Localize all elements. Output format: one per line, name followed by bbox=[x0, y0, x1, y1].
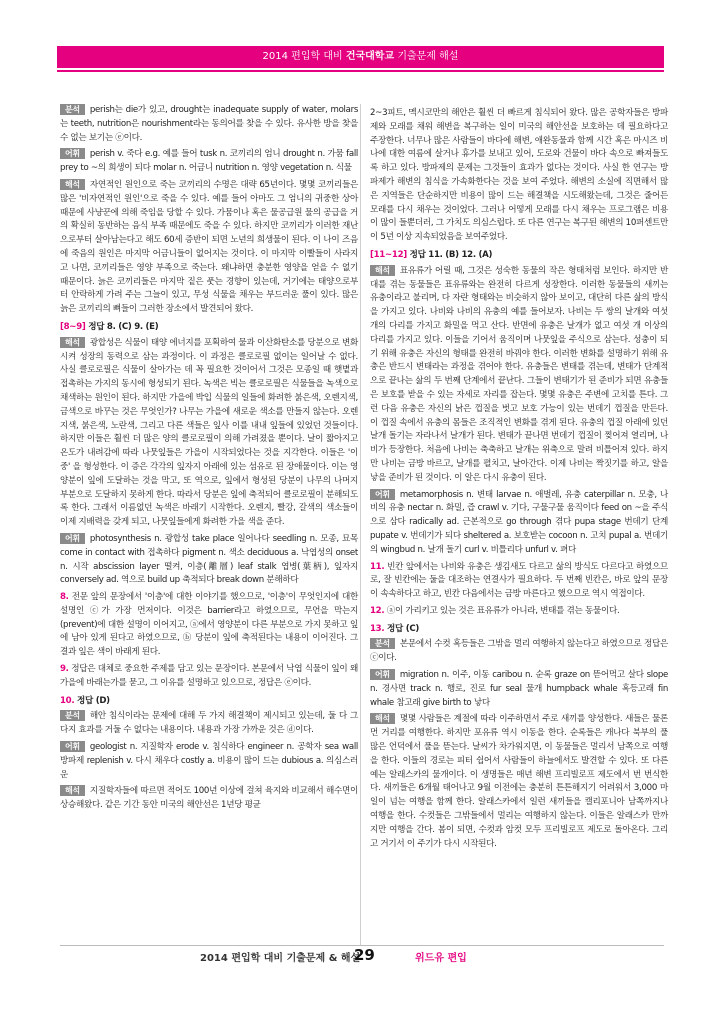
question-header bbox=[60, 695, 358, 709]
paragraph-text: migration n. 이주, 이동 caribou n. 순록 graze on 뜯어먹고 살다 slope n. 경사면 track n. 행로, 진로 fur seal 물개 humpback whale 혹등고래 fin whale 참고래 give birth to 낳다 bbox=[370, 670, 668, 708]
page-number: 29 bbox=[354, 946, 375, 964]
paragraph-text: 자연적인 원인으로 죽는 코끼리의 수명은 대략 65년이다. 몇몇 코끼리들은 많은 '비자연적인 원인'으로 죽을 수 있다. 예를 들어 아마도 그 엄니의 귀중한 상아 때문에 사냥꾼에 의해 죽임을 당할 수 있다. 가뭄이나 혹은 물공급원 물의 공급을 거의 확실히 동반하는 음식 부족 때문에도 죽을 수 있다. 하지만 코끼리가 이러한 재난으로부터 살아남는다고 해도 60세 증반이 되면 노년의 희생물이 된다. 이 나이 즈음에 죽음의 원인은 마지막 어금니들이 없어지는 것이다. 이 마지막 이빨들이 사라지고 나면, 코끼리들은 영양 부족으로 죽는다. 왜냐하면 충분한 영양을 얻을 수 없기 때문이다. 늙은 코끼리들은 마지막 짙은 풋는 경향이 있는데, 거기에는 태양으로부터 안락하게 가려 주는 그늘이 있고, 무성 식물을 채우는 부드러운 풀이 있다. 많은 늙은 코끼리의 뼈들이 그러한 장소에서 발견되어 왔다. bbox=[60, 179, 358, 315]
section-tag: 어휘 bbox=[60, 148, 85, 159]
section-tag: 분석 bbox=[370, 638, 395, 649]
labeled-paragraph bbox=[60, 179, 358, 317]
answer-key: 정답 (C) bbox=[387, 623, 419, 634]
section-tag: 해석 bbox=[60, 785, 85, 796]
paragraph-text: photosynthesis n. 광합성 take place 일어나다 seedling n. 모종, 묘목 come in contact with 접촉하다 pigment n. 색소 deciduous a. 낙엽성의 onset n. 시작 abscission layer 떨켜, 이층(離層) leaf stalk 엽병(葉柄), 잎자지 conversely ad. 역으로 build up 축적되다 break down 분해하다 bbox=[60, 533, 358, 586]
section-tag: 어휘 bbox=[370, 669, 395, 680]
paragraph-text: 전문 앞의 문장에서 '이층'에 대한 이야기를 했으므로, '이층'이 무엇인지에 대한 설명인 ⓒ가 가장 먼저이다. 이것은 barrier라고 하였으므로, 무언을 막는지(prevent)에 대한 설명이 이어지고, ⓐ에서 영양분이 다른 부분으로 가지 못하고 잎에 남아 있게 된다고 하였으므로, ⓑ 당분이 잎에 축적된다는 내용이 이어진다. 그 결과 잎은 색이 바래게 된다. bbox=[60, 592, 358, 658]
paragraph-text: 표유류가 어릴 때, 그것은 성숙한 동물의 작은 형태처럼 보인다. 하지만 반대를 겪는 동물들은 표유류와는 완전히 다르게 성장한다. 이러한 동물들의 새끼는 유충이라고 불리며, 다 자란 형태와는 비슷하지 않아 보이고, 대단히 다른 삶의 방식을 가지고 있다. 나비와 나비의 유충의 예를 들어보자. 나비는 두 쌍의 날개와 여섯 개의 다리를 가지고 화밀을 먹고 산다. 반면에 유충은 날개가 없고 여섯 개 이상의 다리를 가지고 있다. 이들을 기어서 움직이며 나뭇잎을 주식으로 삼는다. 성충이 되기 위해 유충은 자신의 형태를 완전히 바꿔야 한다. 이러한 변화를 설명하기 위해 유충은 반드시 변태라는 과정을 겪어야 한다. 유충들은 변태를 겪는데, 변태가 단계적으로 끝나는 삶의 두 번째 단계에서 끝난다. 그들이 변태기가 된 준비가 되면 유충들은 보호를 받을 수 있는 자세로 자리를 잡는다. 몇몇 유충은 주변에 고치를 튼다. 그런 다음 유충은 자신의 낡은 껍질을 벗고 보호 가능이 있는 번데기 껍질을 만든다. 이 껍질 속에서 유충의 몸들은 조직적인 변화를 겪게 된다. 유충의 껍질 아래에 있던 날개 돌기는 자라나서 날개가 된다. 변태가 끝나면 번데기 껍질이 찢어져 열리며, 나비가 등장한다. 처음에 나비는 축축하고 날개는 위축으로 말려 비틀어져 있다. 하지만 나비는 금방 바르고, 날개를 펼치고, 날아간다. 이제 나비는 짝짓기를 하고, 알을 낳을 준비가 된 것이다. 이 알은 다시 유충이 된다. bbox=[370, 265, 668, 483]
labeled-paragraph bbox=[370, 713, 668, 851]
page-header-band bbox=[57, 46, 664, 68]
labeled-paragraph bbox=[60, 337, 358, 530]
section-tag: 분석 bbox=[60, 104, 85, 115]
section-tag: 해석 bbox=[370, 265, 395, 276]
labeled-paragraph bbox=[60, 785, 358, 813]
question-range: 13. bbox=[370, 623, 385, 634]
labeled-paragraph bbox=[60, 741, 358, 782]
paragraph-text: perish v. 죽다 e.g. 예를 들어 tusk n. 코끼리의 엄니 drought n. 가뭄 fall prey to ~의 희생이 되다 molar n. 어금니 nutrition n. 영양 vegetation n. 식물 bbox=[60, 149, 358, 174]
labeled-paragraph bbox=[60, 710, 358, 738]
labeled-paragraph bbox=[60, 104, 358, 145]
question-range: [11~12] bbox=[370, 249, 407, 260]
section-tag: 분석 bbox=[60, 710, 85, 721]
right-column bbox=[370, 107, 668, 854]
question-number: 9. bbox=[60, 664, 69, 675]
question-header bbox=[370, 623, 668, 637]
question-header bbox=[370, 249, 668, 263]
paragraph-text: geologist n. 지질학자 erode v. 침식하다 engineer n. 공학자 sea wall 방파제 replenish v. 다시 채우다 costly a. 비용이 많이 드는 dubious a. 의심스러운 bbox=[60, 742, 358, 780]
paragraph-text: 빈칸 앞에서는 나비와 유충은 생김새도 다르고 삶의 방식도 다르다고 하였으므로, 잘 빈칸에는 둘을 대조하는 연결사가 필요하다. 두 번째 빈칸은, 바로 앞의 문장이 속속하다고 하고, 빈칸 다음에서는 금방 마른다고 했으므로 역시 역접이다. bbox=[370, 561, 668, 600]
paragraph bbox=[370, 605, 668, 619]
labeled-paragraph bbox=[60, 148, 358, 176]
paragraph-text: 몇몇 사람들은 계절에 따라 이주하면서 주로 새끼를 양성한다. 새들은 물론 먼 거리를 여행한다. 하지만 포유류 역시 이동을 한다. 순록들은 캐나다 북부의 풀 많은 언덕에서 풀을 뜯는다. 날씨가 차가워지면, 이 동물들은 멀리서 남쪽으로 여행을 한다. 이들의 경로는 피터 쉽어서 사람들이 하늘에서도 발견할 수 있다. 또 다른 예는 알래스카의 물개이다. 이 생명들은 매년 해변 프리빌로프 제도에서 번 번식한다. 새끼들은 6개월 태어나고 9월 이전에는 충분히 튼튼해지기 어려워서 3,000 마일이 넘는 여행을 함께 한다. 알래스카에서 일런 새끼들을 캘리포니아 남쪽까지나 여행을 한다. 수컷들은 그밖들에서 멀리는 여행하지 않는다. 이들은 알래스카 만까지만 여행을 간다. 봄이 되면, 수컷과 암컷 모두 프리빌로프 제도로 돌아온다. 그리고 거기서 이 주기가 다시 시작된다. bbox=[370, 714, 668, 849]
header-left: 2014 편입학 대비 bbox=[262, 51, 346, 62]
paragraph bbox=[370, 107, 668, 245]
question-number: 12. bbox=[370, 605, 385, 616]
paragraph-text: perish는 die가 있고, drought는 inadequate supply of water, molars는 teeth, nutrition은 nourishment라는 동의어를 찾을 수 있다. 유사한 방을 찾을 수 없는 보기는 ⓔ이다. bbox=[60, 105, 358, 143]
paragraph-text: 지질학자들에 따르면 적어도 100년 이상에 걸쳐 육지와 비교해서 해수면이 상승해왔다. 같은 기간 동안 미국의 해안선은 1년당 평균 bbox=[60, 786, 358, 811]
labeled-paragraph bbox=[370, 265, 668, 486]
footer-publisher: 위드유 편입 bbox=[415, 953, 467, 964]
column-divider bbox=[360, 104, 361, 946]
paragraph bbox=[370, 561, 668, 602]
labeled-paragraph bbox=[370, 489, 668, 558]
page-footer bbox=[60, 945, 664, 966]
footer-book-title: 2014 편입학 대비 기출문제 & 해설 bbox=[200, 953, 361, 964]
header-right: 기출문제 해설 bbox=[394, 51, 459, 62]
section-tag: 어휘 bbox=[370, 489, 395, 500]
section-tag: 어휘 bbox=[60, 533, 85, 544]
paragraph bbox=[60, 591, 358, 660]
left-column bbox=[60, 104, 358, 816]
answer-key: 정답 8. (C) 9. (E) bbox=[88, 321, 159, 332]
paragraph-text: 본문에서 수컷 혹등들은 그밖을 멀리 여행하지 않는다고 하였으므로 정답은 ⓒ이다. bbox=[370, 639, 668, 664]
section-tag: 해석 bbox=[370, 713, 395, 724]
paragraph-text: 정답은 대체로 중요한 주제를 담고 있는 문장이다. 본문에서 낙엽 식물이 잎이 왜 가을에 바래는가를 묻고, 그 이유를 설명하고 있으므로, 정답은 ⓔ이다. bbox=[60, 664, 358, 688]
answer-key: 정답 (D) bbox=[77, 695, 110, 706]
labeled-paragraph bbox=[370, 638, 668, 666]
paragraph-text: 2~3피트, 멕시코만의 해안은 훨씬 더 빠르게 침식되어 왔다. 많은 공학자들은 방파제와 모래를 채워 해변을 복구하는 일이 미국의 해안선을 보호하는 데 필요하다고 주장한다. 너무나 많은 사람들이 바다에 해변, 애완동물과 함께 시간 혹은 마시즈 비나에 대한 여름에 살거나 휴가를 보내고 있어, 도로와 건물이 바다 속으로 빠져들도록 하고 있다. 방파제의 문제는 그것들이 효과가 없다는 것이다. 사실 한 연구는 방파제가 해변의 침식을 가속화한다는 것을 보여 주었다. 해변의 소실에 직면해서 많은 지역들은 단순하지만 비용이 많이 드는 해결책을 시도해왔는데, 그것은 줄어든 모래를 다시 채우는 것이었다. 그러나 어떻게 모래를 다시 채우는 프로그램은 비용이 많이 들뿐더러, 그 가치도 의심스럽다. 또 다른 연구는 복구된 해변의 10퍼센트만이 5년 이상 지속되었음을 보여주었다. bbox=[370, 108, 668, 243]
question-range: [8~9] bbox=[60, 321, 86, 332]
header-rule bbox=[57, 70, 664, 72]
answer-key: 정답 11. (B) 12. (A) bbox=[409, 249, 493, 260]
paragraph-text: 해안 침식이라는 문제에 대해 두 가지 해결책이 제시되고 있는데, 둘 다 그다지 효과를 거둘 수 없다는 내용이다. 내용과 가장 가까운 것은 ⓓ이다. bbox=[60, 711, 358, 736]
section-tag: 어휘 bbox=[60, 741, 85, 752]
paragraph-text: metamorphosis n. 변태 larvae n. 애벌레, 유충 caterpillar n. 모충, 나비의 유충 nectar n. 화밀, 즙 crawl v. 기다, 구물구물 움직이다 feed on ~을 주식으로 삼다 radically ad. 근본적으로 go through 겪다 pupa stage 번데기 단계 pupate v. 번데기가 되다 sheltered a. 보호받는 cocoon n. 고치 pupal a. 번데기의 wingbud n. 날개 돌기 curl v. 비틀리다 unfurl v. 펴다 bbox=[370, 489, 668, 555]
question-number: 11. bbox=[370, 561, 385, 572]
header-school: 건국대학교 bbox=[345, 51, 395, 62]
question-header bbox=[60, 321, 358, 335]
paragraph-text: ⓐ이 가리키고 있는 것은 표유류가 아니라, 변태를 겪는 동물이다. bbox=[386, 605, 620, 616]
section-tag: 해석 bbox=[60, 179, 85, 190]
paragraph-text: 광합성은 식물이 태양 에너지를 포획하여 물과 이산화탄소를 당분으로 변화시켜 성장의 동력으로 삼는 과정이다. 이 과정은 클로로필 없이는 일어날 수 없다. 사실 클로로필은 식물이 살아가는 데 꼭 필요한 것이어서 그것은 모종일 때 햇볕과 접촉하는 가지의 동시에 형성되기 된다. 녹색은 빅는 클로로필은 식물들을 녹색으로 채색하는 원인이 된다. 하지만 가을에 박입 식물의 일들에 화려한 붉은색, 오렌지색, 금색으로 바꾸는 것은 무엇인가? 나무는 가을에 새로운 색소를 만들지 않는다. 오렌지색, 붉은색, 노란색, 그리고 다른 색들은 잎사 이를 내내 잎들에 있었던 것들이다. 하지만 이들은 훨씬 더 많은 양의 클로로필이 의해 가려졌을 뿐이다. 날이 짧아지고 온도가 내려감에 따라 나뭇잎들은 가을이 시작되었다는 것을 지각한다. 이들은 '이중' 을 형성한다. 이 증은 각각의 잎자지 아래에 있는 섬유로 된 장애물이다. 이는 영양분이 잎에 도달하는 것을 막고, 또 역으로, 잎에서 형성된 당분이 나무의 나머지 부분으로 도달하지 못하게 한다. 따라서 당분은 잎에 축적되어 클로로필이 분해되도록 한다. 그래서 이름없던 녹색은 바래기 시작한다. 오렌지, 빨강, 갈색의 색소들이 이제 지배력을 갖게 되고, 나뭇잎들에게 화려한 가을 색을 준다. bbox=[60, 337, 358, 528]
question-range: 10. bbox=[60, 695, 75, 706]
labeled-paragraph bbox=[60, 533, 358, 588]
labeled-paragraph bbox=[370, 669, 668, 710]
section-tag: 해석 bbox=[60, 337, 85, 348]
paragraph bbox=[60, 663, 358, 691]
question-number: 8. bbox=[60, 592, 69, 603]
